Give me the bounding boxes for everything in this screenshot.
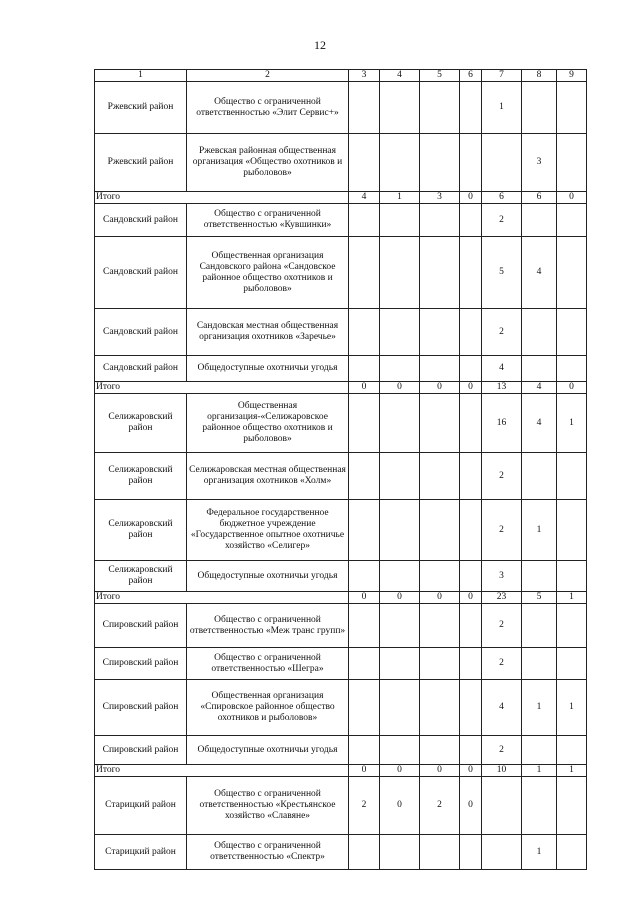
- district-cell: Селижаровский район: [95, 561, 187, 592]
- value-cell: [420, 204, 460, 237]
- organization-cell: Общедоступные охотничьи угодья: [187, 736, 349, 765]
- organization-cell: Селижаровская местная общественная организация охотников «Холм»: [187, 453, 349, 500]
- table-row: [95, 237, 587, 309]
- value-cell: [522, 453, 557, 500]
- value-cell: 5: [522, 592, 557, 604]
- value-cell: [380, 309, 420, 356]
- value-cell: [557, 204, 587, 237]
- column-header: 5: [420, 70, 460, 82]
- value-cell: [460, 134, 482, 192]
- value-cell: [557, 237, 587, 309]
- total-row: [95, 592, 587, 604]
- value-cell: 1: [522, 765, 557, 777]
- table-row: [95, 736, 587, 765]
- value-cell: [460, 835, 482, 870]
- table-row: [95, 500, 587, 561]
- value-cell: 2: [349, 777, 380, 835]
- value-cell: 0: [420, 382, 460, 394]
- column-header: 3: [349, 70, 380, 82]
- value-cell: [420, 604, 460, 648]
- value-cell: [380, 561, 420, 592]
- total-label: Итого: [95, 192, 349, 204]
- district-cell: Сандовский район: [95, 237, 187, 309]
- value-cell: [349, 204, 380, 237]
- value-cell: 2: [482, 500, 522, 561]
- value-cell: 0: [460, 765, 482, 777]
- table-row: [95, 134, 587, 192]
- table-row: [95, 604, 587, 648]
- table-row: [95, 204, 587, 237]
- value-cell: [349, 82, 380, 134]
- value-cell: [460, 394, 482, 453]
- value-cell: [420, 134, 460, 192]
- organization-cell: Сандовская местная общественная организация охотников «Заречье»: [187, 309, 349, 356]
- value-cell: 4: [522, 382, 557, 394]
- table-row: [95, 394, 587, 453]
- district-cell: Селижаровский район: [95, 453, 187, 500]
- value-cell: [557, 561, 587, 592]
- district-cell: Ржевский район: [95, 134, 187, 192]
- value-cell: [522, 777, 557, 835]
- value-cell: [557, 604, 587, 648]
- column-header: 6: [460, 70, 482, 82]
- value-cell: 16: [482, 394, 522, 453]
- value-cell: 0: [349, 382, 380, 394]
- value-cell: [460, 309, 482, 356]
- value-cell: [380, 204, 420, 237]
- value-cell: [522, 82, 557, 134]
- value-cell: [420, 82, 460, 134]
- value-cell: 0: [380, 382, 420, 394]
- value-cell: [460, 500, 482, 561]
- value-cell: 0: [557, 382, 587, 394]
- value-cell: [380, 237, 420, 309]
- district-cell: Старицкий район: [95, 777, 187, 835]
- table-row: [95, 453, 587, 500]
- value-cell: [420, 394, 460, 453]
- value-cell: 1: [482, 82, 522, 134]
- value-cell: [557, 309, 587, 356]
- total-row: [95, 765, 587, 777]
- value-cell: 1: [557, 765, 587, 777]
- table-row: [95, 835, 587, 870]
- value-cell: [380, 680, 420, 736]
- value-cell: 1: [557, 394, 587, 453]
- value-cell: [380, 134, 420, 192]
- value-cell: [557, 453, 587, 500]
- organization-cell: Общественная организация Сандовского района «Сандовское районное общество охотников и рыболовов»: [187, 237, 349, 309]
- value-cell: [482, 777, 522, 835]
- hunting-grounds-table: [94, 69, 587, 870]
- value-cell: [522, 604, 557, 648]
- value-cell: [380, 82, 420, 134]
- value-cell: 3: [522, 134, 557, 192]
- value-cell: [420, 356, 460, 382]
- value-cell: 0: [349, 592, 380, 604]
- total-label: Итого: [95, 382, 349, 394]
- district-cell: Спировский район: [95, 680, 187, 736]
- value-cell: [349, 500, 380, 561]
- value-cell: [380, 736, 420, 765]
- value-cell: [460, 604, 482, 648]
- table-row: [95, 680, 587, 736]
- value-cell: 6: [482, 192, 522, 204]
- value-cell: 2: [482, 453, 522, 500]
- value-cell: 1: [522, 680, 557, 736]
- value-cell: [557, 82, 587, 134]
- value-cell: 0: [557, 192, 587, 204]
- value-cell: 4: [522, 394, 557, 453]
- value-cell: 4: [482, 356, 522, 382]
- value-cell: [420, 736, 460, 765]
- value-cell: [349, 394, 380, 453]
- value-cell: [460, 237, 482, 309]
- value-cell: [522, 648, 557, 680]
- total-label: Итого: [95, 592, 349, 604]
- table-row: [95, 356, 587, 382]
- value-cell: 0: [460, 192, 482, 204]
- column-header: 9: [557, 70, 587, 82]
- value-cell: [349, 453, 380, 500]
- value-cell: 10: [482, 765, 522, 777]
- value-cell: 1: [380, 192, 420, 204]
- value-cell: [420, 648, 460, 680]
- organization-cell: Общество с ограниченной ответственностью «Спектр»: [187, 835, 349, 870]
- value-cell: [557, 356, 587, 382]
- value-cell: [460, 82, 482, 134]
- district-cell: Селижаровский район: [95, 500, 187, 561]
- value-cell: 3: [420, 192, 460, 204]
- value-cell: [522, 204, 557, 237]
- value-cell: 1: [557, 680, 587, 736]
- value-cell: [557, 835, 587, 870]
- value-cell: [460, 736, 482, 765]
- value-cell: [420, 561, 460, 592]
- district-cell: Старицкий район: [95, 835, 187, 870]
- table-row: [95, 561, 587, 592]
- value-cell: [460, 356, 482, 382]
- value-cell: 2: [420, 777, 460, 835]
- value-cell: 0: [460, 592, 482, 604]
- value-cell: 2: [482, 204, 522, 237]
- table-row: [95, 82, 587, 134]
- value-cell: 0: [380, 777, 420, 835]
- value-cell: [349, 356, 380, 382]
- value-cell: 4: [482, 680, 522, 736]
- column-header: 2: [187, 70, 349, 82]
- total-label: Итого: [95, 765, 349, 777]
- organization-cell: Общедоступные охотничьи угодья: [187, 561, 349, 592]
- organization-cell: Общедоступные охотничьи угодья: [187, 356, 349, 382]
- value-cell: [460, 561, 482, 592]
- value-cell: [349, 680, 380, 736]
- value-cell: [460, 204, 482, 237]
- value-cell: 0: [460, 777, 482, 835]
- value-cell: [420, 835, 460, 870]
- column-header: 7: [482, 70, 522, 82]
- district-cell: Спировский район: [95, 736, 187, 765]
- value-cell: [420, 500, 460, 561]
- value-cell: 3: [482, 561, 522, 592]
- value-cell: [380, 604, 420, 648]
- value-cell: [522, 736, 557, 765]
- value-cell: 0: [460, 382, 482, 394]
- column-header: 4: [380, 70, 420, 82]
- table-body: [95, 70, 587, 870]
- value-cell: 2: [482, 604, 522, 648]
- district-cell: Сандовский район: [95, 356, 187, 382]
- value-cell: [522, 356, 557, 382]
- value-cell: [349, 134, 380, 192]
- value-cell: [349, 237, 380, 309]
- value-cell: [522, 561, 557, 592]
- district-cell: Сандовский район: [95, 204, 187, 237]
- value-cell: [380, 394, 420, 453]
- organization-cell: Общество с ограниченной ответственностью «Элит Сервис+»: [187, 82, 349, 134]
- value-cell: [557, 134, 587, 192]
- value-cell: [460, 453, 482, 500]
- value-cell: [349, 736, 380, 765]
- value-cell: 1: [522, 500, 557, 561]
- value-cell: 1: [522, 835, 557, 870]
- value-cell: [522, 309, 557, 356]
- organization-cell: Общество с ограниченной ответственностью «Меж транс групп»: [187, 604, 349, 648]
- value-cell: [557, 736, 587, 765]
- value-cell: 6: [522, 192, 557, 204]
- organization-cell: Федеральное государственное бюджетное учреждение «Государственное опытное охотничье хозяйство «Селигер»: [187, 500, 349, 561]
- value-cell: [380, 453, 420, 500]
- value-cell: [420, 680, 460, 736]
- organization-cell: Общество с ограниченной ответственностью «Шегра»: [187, 648, 349, 680]
- district-cell: Спировский район: [95, 604, 187, 648]
- value-cell: 0: [349, 765, 380, 777]
- value-cell: [420, 309, 460, 356]
- total-row: [95, 382, 587, 394]
- page-number: 12: [314, 38, 326, 52]
- value-cell: 1: [557, 592, 587, 604]
- value-cell: [482, 835, 522, 870]
- value-cell: 2: [482, 648, 522, 680]
- value-cell: 0: [380, 765, 420, 777]
- value-cell: 5: [482, 237, 522, 309]
- value-cell: [380, 500, 420, 561]
- value-cell: [557, 777, 587, 835]
- header-row: [95, 70, 587, 82]
- column-header: 8: [522, 70, 557, 82]
- table-row: [95, 309, 587, 356]
- district-cell: Ржевский район: [95, 82, 187, 134]
- value-cell: [349, 604, 380, 648]
- value-cell: [420, 237, 460, 309]
- organization-cell: Общество с ограниченной ответственностью «Кувшинки»: [187, 204, 349, 237]
- value-cell: [460, 680, 482, 736]
- value-cell: 0: [420, 765, 460, 777]
- column-header: 1: [95, 70, 187, 82]
- value-cell: [349, 309, 380, 356]
- value-cell: [557, 500, 587, 561]
- district-cell: Спировский район: [95, 648, 187, 680]
- table-row: [95, 777, 587, 835]
- organization-cell: Общество с ограниченной ответственностью «Крестьянское хозяйство «Славяне»: [187, 777, 349, 835]
- value-cell: [349, 835, 380, 870]
- value-cell: [380, 835, 420, 870]
- organization-cell: Общественная организация-«Селижаровское районное общество охотников и рыболовов»: [187, 394, 349, 453]
- value-cell: 0: [420, 592, 460, 604]
- organization-cell: Общественная организация «Спировское районное общество охотников и рыболовов»: [187, 680, 349, 736]
- value-cell: [460, 648, 482, 680]
- value-cell: [420, 453, 460, 500]
- value-cell: [557, 648, 587, 680]
- total-row: [95, 192, 587, 204]
- district-cell: Сандовский район: [95, 309, 187, 356]
- value-cell: 4: [349, 192, 380, 204]
- value-cell: 4: [522, 237, 557, 309]
- value-cell: [349, 648, 380, 680]
- value-cell: 0: [380, 592, 420, 604]
- value-cell: 23: [482, 592, 522, 604]
- value-cell: [380, 648, 420, 680]
- value-cell: [380, 356, 420, 382]
- value-cell: 2: [482, 309, 522, 356]
- value-cell: [349, 561, 380, 592]
- value-cell: 13: [482, 382, 522, 394]
- district-cell: Селижаровский район: [95, 394, 187, 453]
- value-cell: [482, 134, 522, 192]
- value-cell: 2: [482, 736, 522, 765]
- table-row: [95, 648, 587, 680]
- organization-cell: Ржевская районная общественная организация «Общество охотников и рыболовов»: [187, 134, 349, 192]
